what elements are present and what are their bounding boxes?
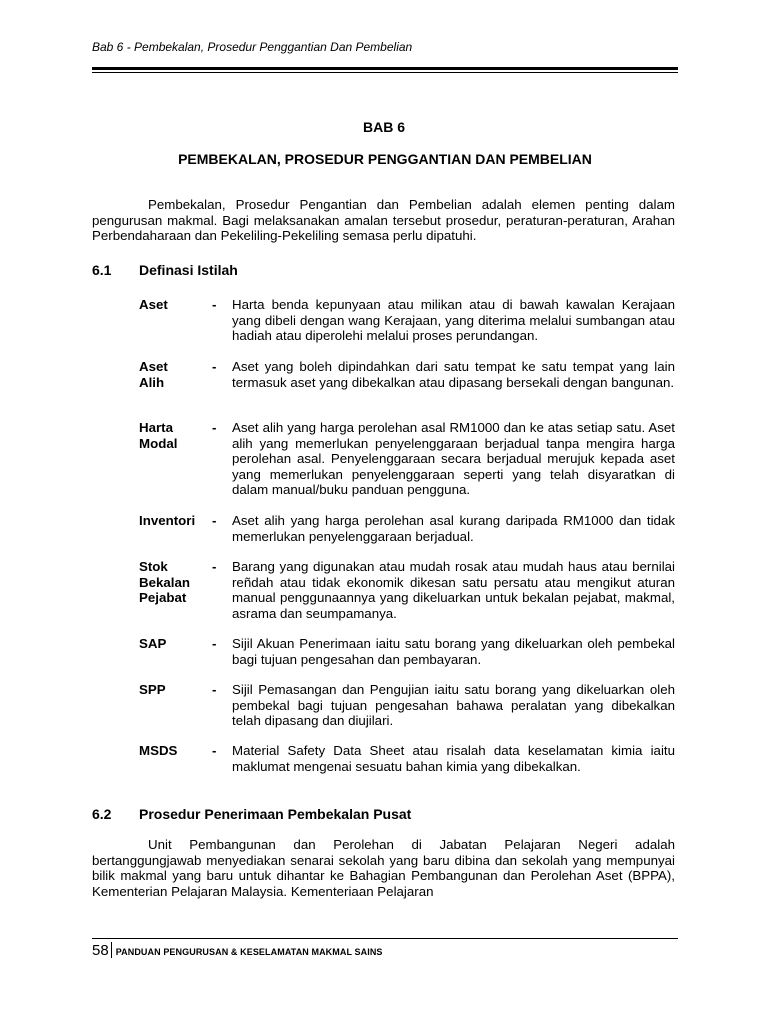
definition-dash: - [212,297,217,312]
chapter-label: BAB 6 [362,119,405,135]
section-paragraph: Unit Pembangunan dan Perolehan di Jabatan Pelajaran Negeri adalah bertanggungjawab menyediakan senarai sekolah yang baru dibina dan sekolah yang mempunyai bilik makmal yang baru untuk dihantar ke Bahagian Pembangunan dan Perolehan Aset (BPPA), Kementerian Pelajaran Malaysia. Kementeriaan Pelajaran [92,837,675,899]
definition-text: Aset alih yang harga perolehan asal kurang daripada RM1000 dan tidak memerlukan penyelenggaraan berjadual. [232,513,675,544]
definition-term: SPP [139,682,166,697]
definition-text: Sijil Pemasangan dan Pengujian iaitu satu borang yang dikeluarkan oleh pembekal bagi tujuan pengesahan bahawa peralatan yang dibekalkan telah dipasang dan diujilari. [232,682,675,729]
definition-text: Material Safety Data Sheet atau risalah data keselamatan kimia iaitu maklumat mengenai sesuatu bahan kimia yang dibekalkan. [232,743,675,774]
definition-dash: - [212,513,217,528]
definition-text: Barang yang digunakan atau mudah rosak atau mudah haus atau bernilai reñdah atau tidak ekonomik dikesan satu persatu atau mengikut aturan manual penggunaannya yang dikeluarkan untuk bekalan pejabat, makmal, asrama dan seumpamanya. [232,559,675,621]
definition-dash: - [212,682,217,697]
section-title: Prosedur Penerimaan Pembekalan Pusat [139,806,412,822]
footer-separator [111,942,112,958]
definition-text: Aset yang boleh dipindahkan dari satu tempat ke satu tempat yang lain termasuk aset yang dibekalkan atau dipasang bersekali dengan bangunan. [232,359,675,390]
definition-text: Aset alih yang harga perolehan asal RM1000 dan ke atas setiap satu. Aset alih yang memerlukan penyelenggaraan berjadual tanpa mengira harga perolehan asal. Penyelenggaraan secara berjadual merujuk kepada aset yang memerlukan penyelenggaraan seperti yang telah disyaratkan di dalam manual/buku panduan pengguna. [232,420,675,498]
definition-dash: - [212,743,217,758]
section-heading-6-1 [92,262,238,278]
definition-term: Inventori [139,513,196,528]
definition-term: Aset [139,297,168,312]
definition-dash: - [212,359,217,374]
header-rule-thin [92,72,678,73]
definition-text: Harta benda kepunyaan atau milikan atau di bawah kawalan Kerajaan yang dibeli dengan wang Kerajaan, yang diterima melalui sumbangan atau hadiah atau diperolehi melalui proses perundangan. [232,297,675,344]
definition-text: Sijil Akuan Penerimaan iaitu satu borang yang dikeluarkan oleh pembekal bagi tujuan pengesahan dan pembayaran. [232,636,675,667]
definition-term: Stok Bekalan Pejabat [139,559,190,606]
footer-rule [92,938,678,939]
footer [92,942,383,959]
section-number: 6.2 [92,806,112,822]
definition-term: Harta Modal [139,420,178,451]
definition-term: SAP [139,636,167,651]
header-rule-thick [92,67,678,70]
definition-dash: - [212,420,217,435]
intro-paragraph: Pembekalan, Prosedur Pengantian dan Pembelian adalah elemen penting dalam pengurusan makmal. Bagi melaksanakan amalan tersebut prosedur, peraturan-peraturan, Arahan Perbendaharaan dan Pekeliling-Pekeliling semasa perlu dipatuhi. [92,197,675,244]
section-heading-6-2 [92,806,411,822]
chapter-title: PEMBEKALAN, PROSEDUR PENGGANTIAN DAN PEMBELIAN [178,151,592,167]
definition-dash: - [212,559,217,574]
footer-title: PANDUAN PENGURUSAN & KESELAMATAN MAKMAL SAINS [115,947,383,957]
running-header: Bab 6 - Pembekalan, Prosedur Penggantian Dan Pembelian [92,40,413,54]
definition-term: MSDS [139,743,178,758]
definition-dash: - [212,636,217,651]
section-number: 6.1 [92,262,112,278]
page-number: 58 [92,942,109,959]
section-title: Definasi Istilah [139,262,238,278]
definition-term: Aset Alih [139,359,168,390]
